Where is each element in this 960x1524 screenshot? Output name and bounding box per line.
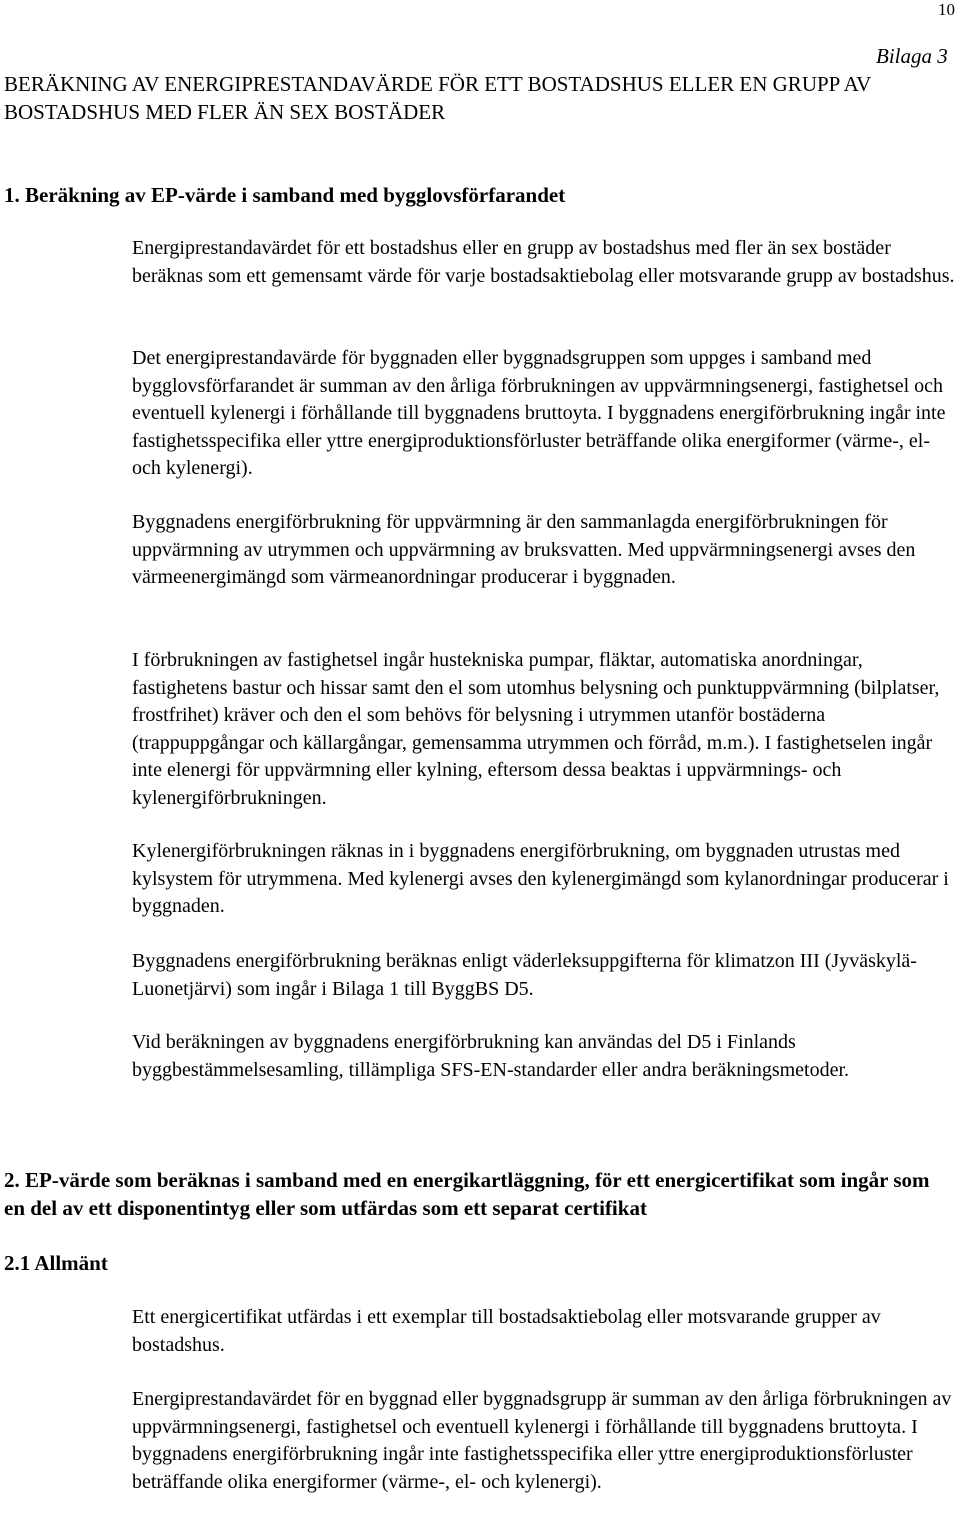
- paragraph: Vid beräkningen av byggnadens energiförbrukning kan användas del D5 i Finlands byggbestämmelsesamling, tillämpliga SFS-EN-standarder eller andra beräkningsmetoder.: [132, 1031, 850, 1081]
- paragraph: Byggnadens energiförbrukning beräknas enligt väderleksuppgifterna för klimatzon III (Jyväskylä-Luonetjärvi) som ingår i Bilaga 1 till ByggBS D5.: [132, 950, 917, 1000]
- section-1-heading: 1. Beräkning av EP-värde i samband med bygglovsförfarandet: [4, 183, 566, 207]
- annex-label: Bilaga 3: [876, 44, 948, 68]
- paragraph: Byggnadens energiförbrukning för uppvärmning är den sammanlagda energiförbrukningen för uppvärmning av utrymmen och uppvärmning av bruksvatten. Med uppvärmningsenergi avses den värmeenergimängd som värmeanordningar producerar i byggnaden.: [132, 511, 916, 588]
- paragraph: Kylenergiförbrukningen räknas in i byggnadens energiförbrukning, om byggnaden utrustas med kylsystem för utrymmena. Med kylenergi avses den kylenergimängd som kylanordningar producerar i byggnaden.: [132, 840, 949, 917]
- page-number: 10: [938, 0, 955, 19]
- document-title: BERÄKNING AV ENERGIPRESTANDAVÄRDE FÖR ETT BOSTADSHUS ELLER EN GRUPP AV BOSTADSHUS MED FLER ÄN SEX BOSTÄDER: [4, 72, 871, 124]
- section-2-1-heading: 2.1 Allmänt: [4, 1251, 108, 1275]
- section-2-heading: 2. EP-värde som beräknas i samband med en energikartläggning, för ett energicertifikat som ingår som en del av ett disponentintyg eller som utfärdas som ett separat certifikat: [4, 1168, 930, 1220]
- paragraph: Energiprestandavärdet för en byggnad eller byggnadsgrupp är summan av den årliga förbrukningen av uppvärmningsenergi, fastighetsel och eventuell kylenergi i förhållande till byggnadens bruttoyta. I byggnadens energiförbrukning ingår inte fastighetsspecifika eller yttre energiproduktionsförluster beträffande olika energiformer (värme-, el- och kylenergi).: [132, 1388, 952, 1493]
- paragraph: I förbrukningen av fastighetsel ingår hustekniska pumpar, fläktar, automatiska anordningar, fastighetens bastur och hissar samt den el som utomhus belysning och punktuppvärmning (bilplatser, frostfrihet) kräver och den el som behövs för belysning i utrymmen utanför bostäderna (trappuppgångar och källargångar, gemensamma utrymmen och förråd, m.m.). I fastighetselen ingår inte elenergi för uppvärmning eller kylning, eftersom dessa beaktas i uppvärmnings- och kylenergiförbrukningen.: [132, 649, 940, 809]
- paragraph: Det energiprestandavärde för byggnaden eller byggnadsgruppen som uppges i samband med bygglovsförfarandet är summan av den årliga förbrukningen av uppvärmningsenergi, fastighetsel och eventuell kylenergi i förhållande till byggnadens bruttoyta. I byggnadens energiförbrukning ingår inte fastighetsspecifika eller yttre energiproduktionsförluster beträffande olika energiformer (värme-, el- och kylenergi).: [132, 347, 946, 479]
- paragraph: Ett energicertifikat utfärdas i ett exemplar till bostadsaktiebolag eller motsvarande grupper av bostadshus.: [132, 1306, 881, 1356]
- paragraph: Energiprestandavärdet för ett bostadshus eller en grupp av bostadshus med fler än sex bostäder beräknas som ett gemensamt värde för varje bostadsaktiebolag eller motsvarande grupp av bostadshus.: [132, 237, 955, 287]
